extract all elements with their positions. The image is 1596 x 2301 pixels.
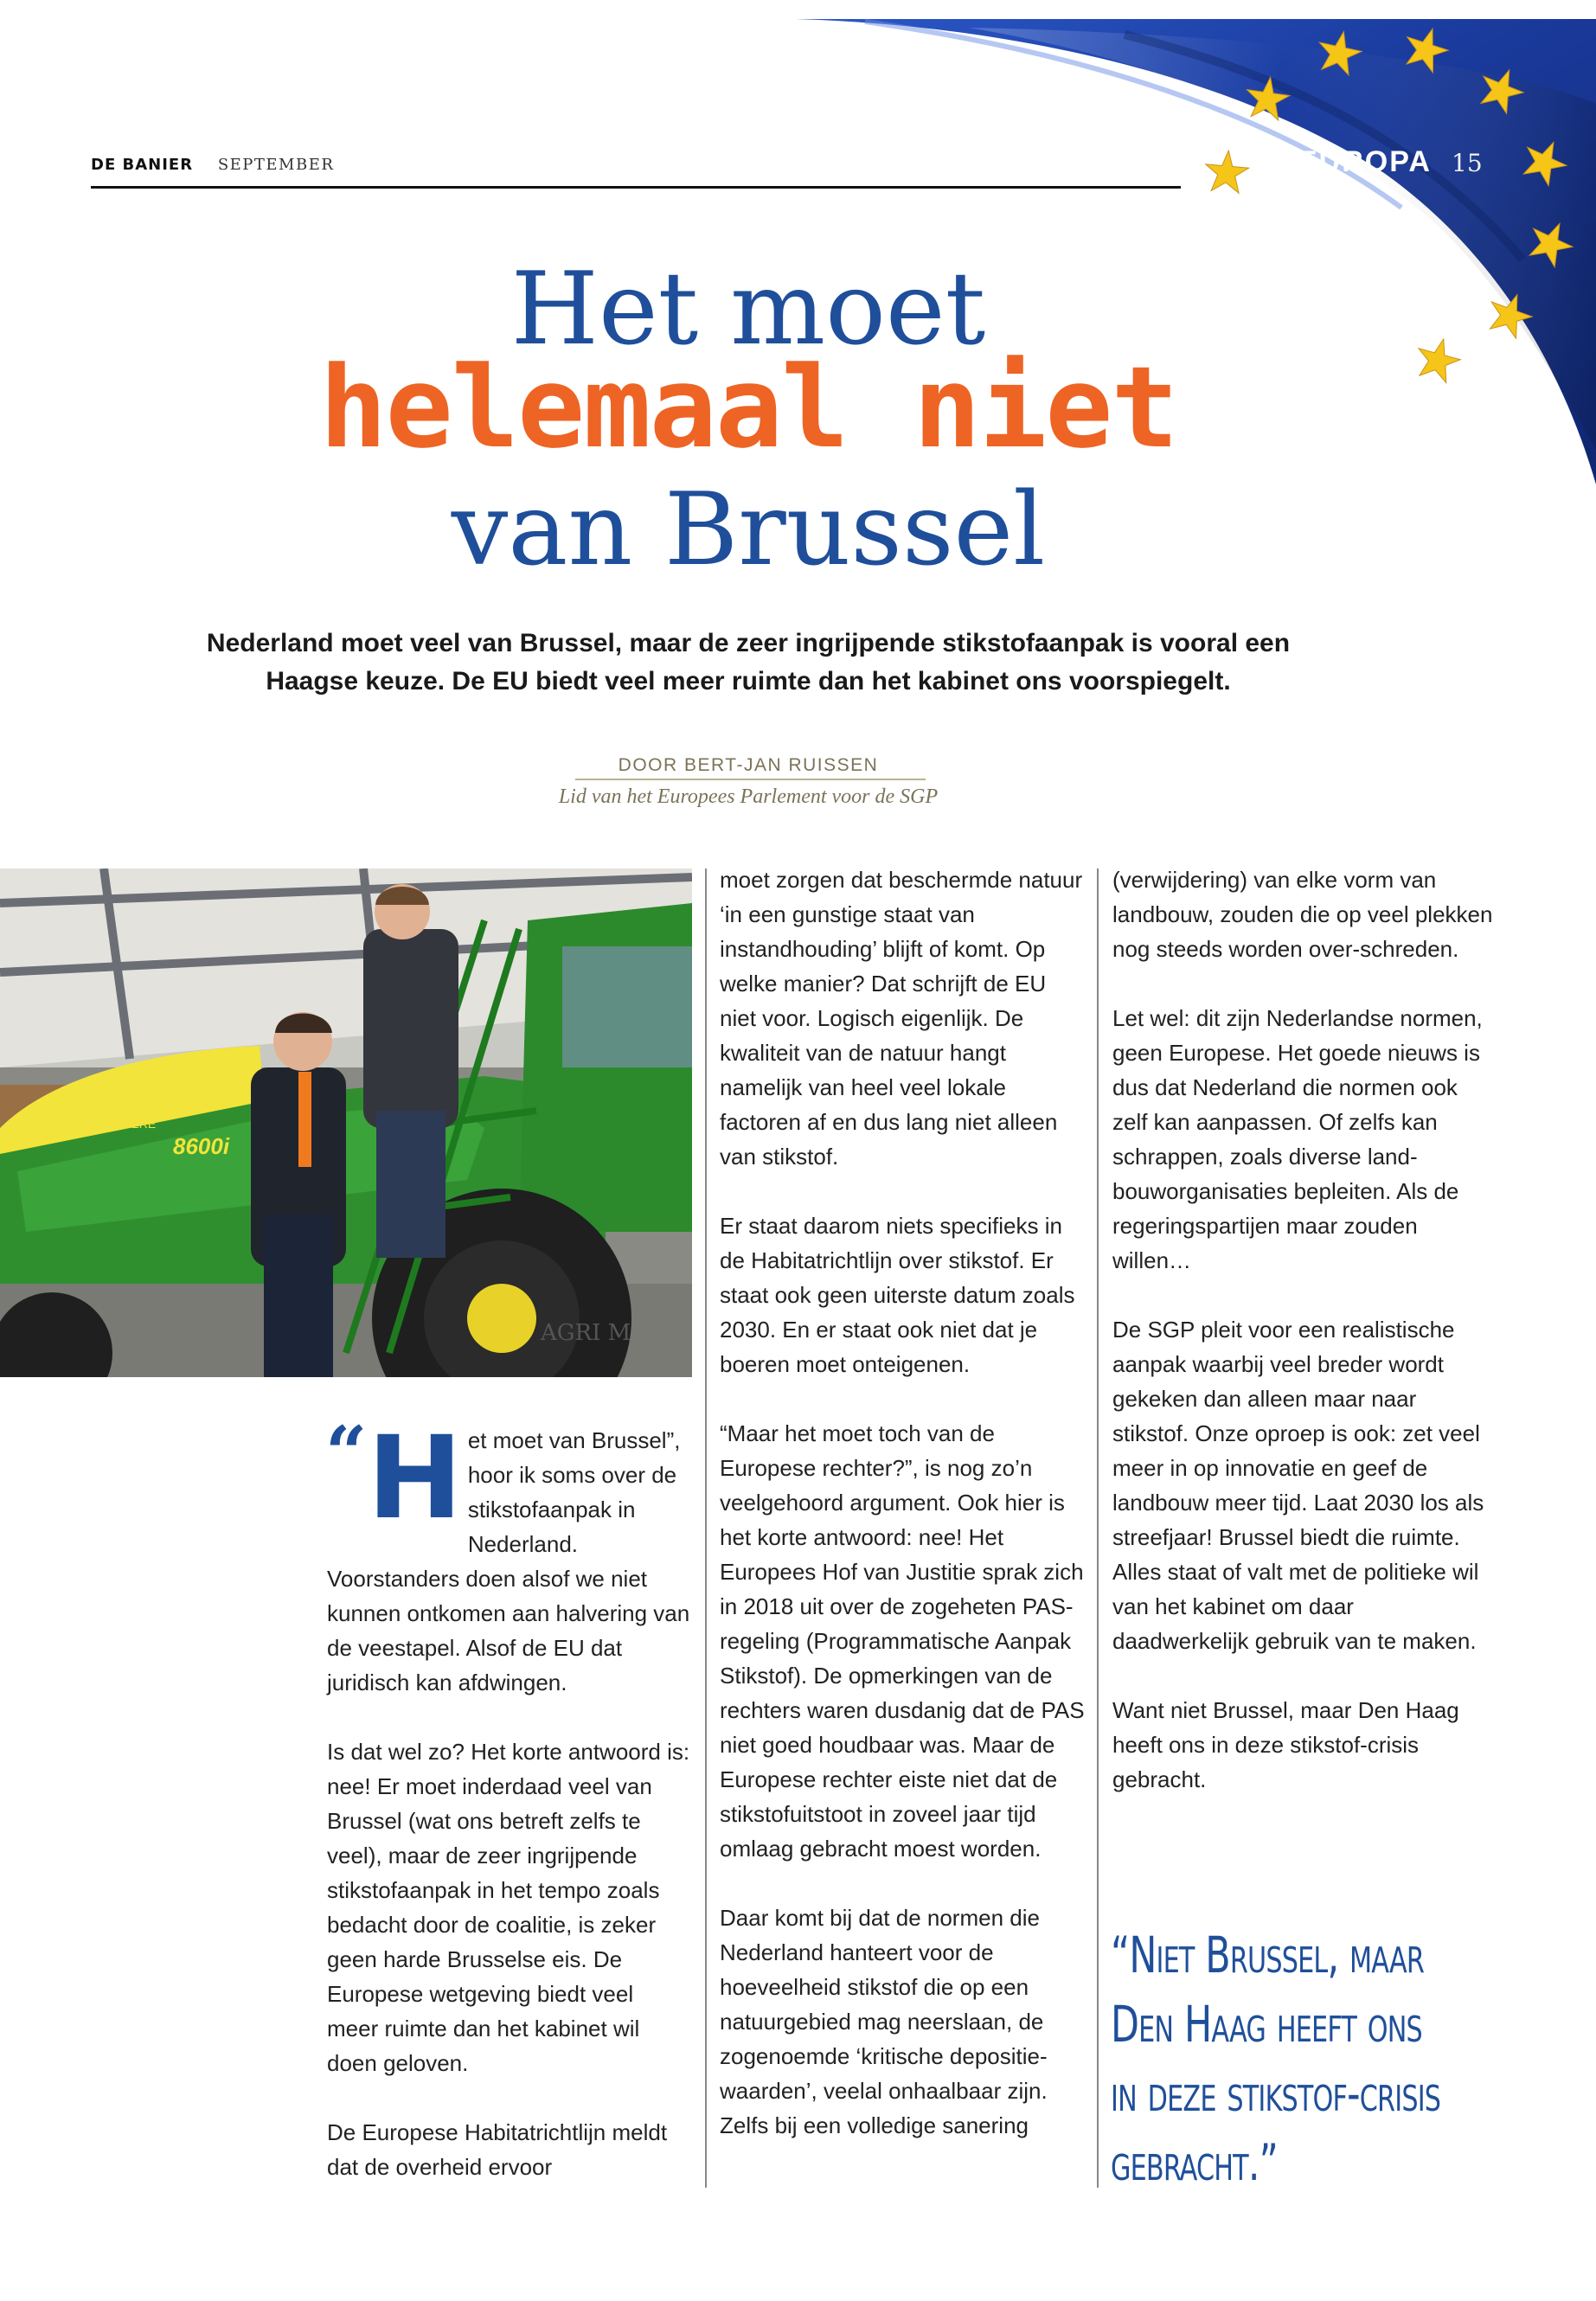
paragraph-text: et moet van Brussel”, hoor ik soms over de stikstofaanpak in Nederland. Voorstanders doen alsof we niet kunnen ontkomen aan halvering van de veestapel. Alsof de EU dat juridisch kan afdwingen. bbox=[327, 1427, 690, 1695]
pull-quote: “Niet Brussel, maar Den Haag heeft ons in deze stikstof-crisis gebracht.” bbox=[1111, 1926, 1441, 2192]
article-paragraph: Want niet Brussel, maar Den Haag heeft ons in deze stikstof-crisis gebracht. bbox=[1112, 1697, 1459, 1792]
article-paragraph: Er staat daarom niets specifieks in de Habitatrichtlijn over stikstof. Er staat ook geen uiterste datum zoals 2030. En er staat ook niet dat je boeren moet onteigenen. bbox=[720, 1213, 1075, 1377]
running-header bbox=[91, 156, 334, 174]
byline-role: Lid van het Europees Parlement voor de SGP bbox=[558, 785, 939, 808]
article-photo bbox=[0, 868, 692, 1377]
page-number: 15 bbox=[1452, 149, 1483, 177]
headline-line-3: van Brussel bbox=[451, 471, 1046, 588]
article-paragraph bbox=[325, 1410, 690, 1700]
tire-brand-label: AGRI M bbox=[541, 1320, 631, 1346]
article-paragraph: Daar komt bij dat de normen die Nederland hanteert voor de hoeveelheid stikstof die op een natuurgebied mag neerslaan, de zogenoemde ‘kritische depositie-waarden’, veelal onhaalbaar zijn. Zelfs bij een volledige sanering bbox=[720, 1905, 1048, 2138]
article-paragraph: Is dat wel zo? Het korte antwoord is: nee! Er moet inderdaad veel van Brussel (wat ons betreft zelfs te veel), maar de zeer ingrijpende stikstofaanpak in het tempo zoals bedacht door de coalitie, is zeker geen harde Brusselse eis. De Europese wetgeving biedt veel meer ruimte dan het kabinet wil doen geloven. bbox=[327, 1739, 690, 2076]
intro-lead: Nederland moet veel van Brussel, maar de zeer ingrijpende stikstofaanpak is vooral een Haagse keuze. De EU biedt veel meer ruimte dan het kabinet ons voorspiegelt. bbox=[206, 629, 1291, 695]
headline-line-2: helemaal niet bbox=[319, 342, 1177, 473]
publication-name: DE BANIER bbox=[91, 156, 194, 174]
article-paragraph: “Maar het moet toch van de Europese rechter?”, is nog zo’n veelgehoord argument. Ook hier is het korte antwoord: nee! Het Europees Hof van Justitie sprak zich in 2018 uit over de zogeheten PAS-regeling (Programmatische Aanpak Stikstof). De opmerkingen van de rechters waren dusdanig dat de PAS niet goed houdbaar was. Maar de Europese rechter eiste niet dat de stikstofuitstoot in zoveel jaar tijd omlaag gebracht moest worden. bbox=[720, 1420, 1085, 1862]
article-paragraph: De SGP pleit voor een realistische aanpak waarbij veel breder wordt gekeken dan alleen maar naar stikstof. Onze oproep is ook: zet veel meer in op innovatie en geef de landbouw meer tijd. Laat 2030 los als streefjaar! Brussel biedt die ruimte. Alles staat of valt met de politieke wil van het kabinet om daar daadwerkelijk gebruik van te maken. bbox=[1112, 1317, 1484, 1654]
article-paragraph: moet zorgen dat beschermde natuur ‘in een gunstige staat van instandhouding’ blijft of komt. Op welke manier? Dat schrijft de EU niet voor. Logisch eigenlijk. De kwaliteit van de natuur hangt namelijk van heel veel lokale factoren af en dus lang niet alleen van stikstof. bbox=[720, 867, 1083, 1170]
section-header bbox=[1298, 145, 1483, 179]
column-rule bbox=[705, 868, 707, 2188]
machine-brand-label: JOHN DEERE bbox=[78, 1117, 157, 1131]
header-rule bbox=[91, 186, 1181, 189]
section-name: EUROPA bbox=[1298, 145, 1432, 178]
harvester-photo-illustration bbox=[0, 868, 692, 1377]
article-column-3 bbox=[1112, 862, 1493, 1831]
drop-cap bbox=[325, 1410, 463, 1545]
drop-cap-letter: H bbox=[367, 1412, 463, 1545]
article-column-2 bbox=[720, 862, 1085, 2177]
issue-month: SEPTEMBER bbox=[217, 156, 335, 174]
article-paragraph: De Europese Habitatrichtlijn meldt dat de overheid ervoor bbox=[327, 2119, 668, 2180]
article-paragraph: (verwijdering) van elke vorm van landbouw, zouden die op veel plekken nog steeds worden over-schreden. bbox=[1112, 867, 1493, 962]
machine-model-label: 8600i bbox=[173, 1133, 230, 1159]
person-right bbox=[363, 884, 458, 1258]
byline-rule bbox=[575, 779, 926, 780]
article-column-1 bbox=[325, 1410, 690, 2219]
flag-star-icon bbox=[1203, 149, 1250, 194]
article-paragraph: Let wel: dit zijn Nederlandse normen, geen Europese. Het goede nieuws is dus dat Nederland die normen ook zelf kan aanpassen. Of zelfs kan schrappen, zoals diverse land-bouworganisaties bepleiten. Als de regeringspartijen maar zouden willen… bbox=[1112, 1005, 1483, 1273]
byline-author: DOOR BERT-JAN RUISSEN bbox=[618, 755, 879, 775]
headline-line-1: Het moet bbox=[510, 251, 986, 368]
column-rule bbox=[1097, 868, 1099, 2188]
drop-cap-quote: “ bbox=[325, 1410, 368, 1496]
